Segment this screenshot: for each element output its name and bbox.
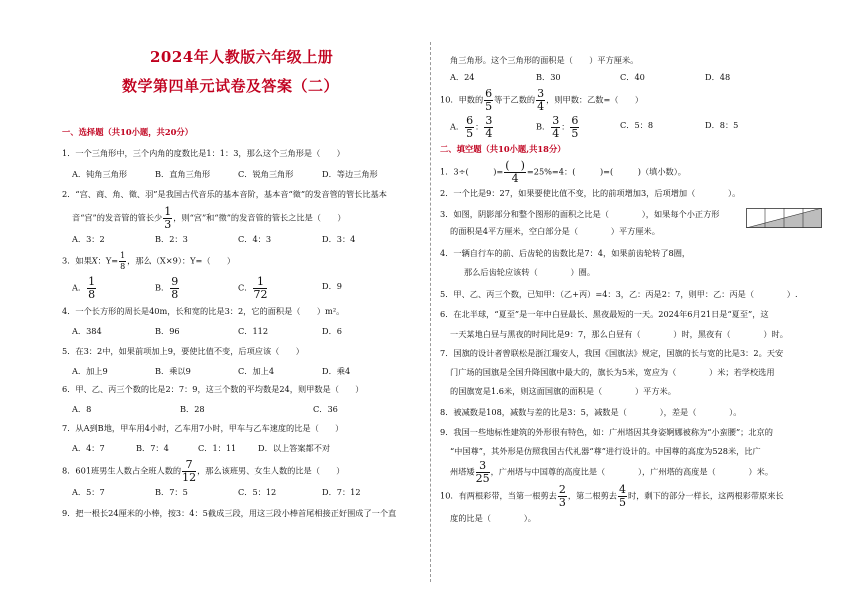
q8-stem xyxy=(62,459,344,484)
q3-option-c: C． $\frac{1}{72}$ xyxy=(238,275,268,301)
f7-stem-3: 的国旗宽是1.6米，则这面国旗的面积是（ ）平方米。 xyxy=(450,386,676,396)
q1-option-c: C．锐角三角形 xyxy=(238,169,294,179)
f9-stem-3a: 州塔矮 xyxy=(450,466,475,477)
q4-option-c: C．112 xyxy=(238,326,269,336)
f1-stem-b: =25%=4：( )=( )（填小数）。 xyxy=(526,166,686,177)
q8-fraction: $\frac{7}{12}$ xyxy=(182,458,197,484)
q3-stem-a: 3．如果 xyxy=(62,255,92,266)
f10-fraction-2: $\frac{4}{5}$ xyxy=(619,483,626,509)
q6-option-b: B．28 xyxy=(180,404,205,414)
q3-option-d: D．9 xyxy=(322,281,342,291)
q3-option-b: B． $\frac{9}{8}$ xyxy=(155,275,179,301)
q8-option-a: A．5：7 xyxy=(72,487,105,497)
q10-option-d: D．8：5 xyxy=(705,120,739,130)
section-fill-heading: 二、填空题（共10小题,共18分） xyxy=(440,144,566,154)
q7-option-d: D．以上答案都不对 xyxy=(258,443,331,453)
q2-stem-2 xyxy=(72,206,346,231)
q3-stem-c: ，那么（X×9）：Y=（ ） xyxy=(127,255,236,266)
f5-stem: 5．甲、乙、丙三个数，已知甲：（乙+丙）=4：3，乙：丙是2：7，则甲：乙：丙是（ ）. xyxy=(440,289,798,299)
f9-stem-1: 9．我国一些地标性建筑的外形很有特色，如：广州塔因其身姿婀娜被称为“小蛮腰”；北京的 xyxy=(440,427,773,437)
q3-stem-b: ：Y= xyxy=(97,255,119,266)
q5-stem: 5．在3：2中，如果前项加上9，要使比值不变，后项应该（ ） xyxy=(62,346,304,356)
q8-stem-b: ，那么该班男、女生人数的比是（ ） xyxy=(197,465,345,476)
q10-option-c: C．5：8 xyxy=(620,120,654,130)
q8-option-c: C．5：12 xyxy=(238,487,277,497)
q4-option-a: A．384 xyxy=(72,326,102,336)
q8-option-d: D．7：12 xyxy=(322,487,361,497)
q3-fraction: $\frac{1}{8}$ xyxy=(120,251,126,271)
q2-option-a: A．3：2 xyxy=(72,234,105,244)
q2-fraction: $\frac{1}{3}$ xyxy=(164,205,172,231)
q7-option-b: B．7：4 xyxy=(136,443,169,453)
q2-option-b: B．2：3 xyxy=(155,234,188,244)
q9-stem-2: 角三角形。这个三角形的面积是（ ）平方厘米。 xyxy=(450,55,639,65)
f9-stem-3b: ，广州塔与中国尊的高度比是（ ），广州塔的高度是（ ）米。 xyxy=(490,466,774,477)
q4-option-d: D．6 xyxy=(322,326,342,336)
column-divider xyxy=(430,42,431,582)
f6-stem-1: 6．在北半球，“夏至”是一年中白昼最长、黑夜最短的一天。2024年6月21日是“夏至”，这 xyxy=(440,309,769,319)
f1-fraction: $\frac{( )}{4}$ xyxy=(505,159,525,185)
q8-stem-a: 8．601班男生人数占全班人数的 xyxy=(62,465,182,476)
q1-stem: 1．一个三角形中，三个内角的度数比是1：1：3，那么这个三角形是（ ） xyxy=(62,148,345,158)
f8-stem: 8．被减数是108，减数与差的比是3：5，减数是（ ），差是（ ）。 xyxy=(440,407,742,417)
q10-stem-b: 等于乙数的 xyxy=(494,94,536,105)
q10-option-b: B． $\frac{3}{4}$ ： $\frac{6}{5}$ xyxy=(536,114,579,140)
f2-stem: 2．一个比是9：27，如果要使比值不变，比的前项增加3，后项增加（ ）。 xyxy=(440,188,741,198)
f10-stem-c: 时，剩下的部分一样长，这两根彩带原来长 xyxy=(628,490,784,501)
q8-option-b: B．7：5 xyxy=(155,487,188,497)
f10-stem-1 xyxy=(440,484,784,509)
f9-stem-2: “中国尊”，其外形是仿照我国古代礼器“尊”进行设计的。中国尊的高度为528米，比广 xyxy=(450,446,761,456)
q2-option-d: D．3：4 xyxy=(322,234,356,244)
f3-stem-1: 3．如图，阴影部分和整个图形的面积之比是（ ），如果每个小正方形 xyxy=(440,209,720,219)
q1-option-b: B．直角三角形 xyxy=(155,169,211,179)
q1-option-d: D．等边三角形 xyxy=(322,169,378,179)
f7-stem-2: 门广场的国旗是全国升降国旗中最大的，旗长为5米，宽应为（ ）米；若学校选用 xyxy=(450,367,775,377)
f9-fraction: $\frac{3}{25}$ xyxy=(475,459,490,485)
q6-stem: 6．甲、乙、丙三个数的比是2：7：9，这三个数的平均数是24，则甲数是（ ） xyxy=(62,384,364,394)
q2-stem-2b: ，则“宫”和“徵”的发音管的管长之比是（ ） xyxy=(173,212,346,223)
q10-fraction-1: $\frac{6}{5}$ xyxy=(485,87,493,113)
title-line-2: 数学第四单元试卷及答案（二） xyxy=(122,77,340,95)
q4-option-b: B．96 xyxy=(155,326,180,336)
q4-stem: 4．一个长方形的周长是40m，长和宽的比是3：2，它的面积是（ ）m²。 xyxy=(62,306,345,316)
q5-option-d: D．乘4 xyxy=(322,366,351,376)
f4-stem-2: 那么后齿轮应该转（ ）圈。 xyxy=(464,267,596,277)
f10-stem-2: 度的比是（ ）。 xyxy=(450,513,536,523)
q9-stem-1: 9．把一根长24厘米的小棒，按3：4：5截成三段，用这三段小棒首尾相接正好围成了一个直 xyxy=(62,508,397,518)
f1-stem-a: 1．3÷( )= xyxy=(440,166,504,177)
q6-option-a: A．8 xyxy=(72,404,92,414)
f1-stem xyxy=(440,160,686,185)
q2-option-c: C．4：3 xyxy=(238,234,272,244)
q5-option-b: B．乘以9 xyxy=(155,366,191,376)
f10-stem-a: 10．有两根彩带，当第一根剪去 xyxy=(440,490,557,501)
q10-option-a: A． $\frac{6}{5}$ ： $\frac{3}{4}$ xyxy=(450,114,493,140)
q2-stem-1: 2．“宫、商、角、徵、羽”是我国古代音乐的基本音阶，基本音“徵”的发音管的管长比基本 xyxy=(62,189,387,199)
title-line-1: 2024年人教版六年级上册 xyxy=(150,48,334,66)
shaded-area-figure xyxy=(746,208,822,228)
q10-stem-a: 10．甲数的 xyxy=(440,94,484,105)
q7-option-a: A．4：7 xyxy=(72,443,105,453)
q5-option-a: A．加上9 xyxy=(72,366,108,376)
f7-stem-1: 7．国旗的设计者曾联松是浙江瑞安人，我国《国旗法》规定，国旗的长与宽的比是3：2。天安 xyxy=(440,348,784,358)
q6-option-c: C．36 xyxy=(313,404,338,414)
q9-option-a: A．24 xyxy=(450,72,475,82)
f3-stem-2: 的面积是4平方厘米，空白部分是（ ）平方厘米。 xyxy=(450,226,660,236)
q7-stem: 7．从A到B地，甲车用4小时，乙车用7小时，甲车与乙车速度的比是（ ） xyxy=(62,423,344,433)
q3-var-x: X xyxy=(91,255,98,266)
q7-option-c: C．1：11 xyxy=(198,443,237,453)
q9-option-b: B．30 xyxy=(536,72,561,82)
q10-stem-c: ，则甲数：乙数=（ ） xyxy=(546,94,644,105)
f9-stem-3 xyxy=(450,460,773,485)
q10-fraction-2: $\frac{3}{4}$ xyxy=(537,87,545,113)
f4-stem-1: 4．一辆自行车的前、后齿轮的齿数比是7：4，如果前齿轮转了8圈， xyxy=(440,248,691,258)
f10-stem-b: ，第二根剪去 xyxy=(567,490,617,501)
q3-option-a: A． $\frac{1}{8}$ xyxy=(72,275,96,301)
f6-stem-2: 一天某地白昼与黑夜的时间比是9：7，那么白昼有（ ）时，黑夜有（ ）时。 xyxy=(450,329,788,339)
q9-option-c: C．40 xyxy=(620,72,645,82)
q2-stem-2a: 音“宫”的发音管的管长少 xyxy=(72,212,163,223)
section-choice-heading: 一、选择题（共10小题，共20分） xyxy=(62,127,193,137)
q3-stem xyxy=(62,251,235,272)
f10-fraction-1: $\frac{2}{3}$ xyxy=(558,483,566,509)
q10-stem xyxy=(440,88,643,113)
q1-option-a: A．钝角三角形 xyxy=(72,169,128,179)
q5-option-c: C．加上4 xyxy=(238,366,275,376)
q9-option-d: D．48 xyxy=(705,72,731,82)
